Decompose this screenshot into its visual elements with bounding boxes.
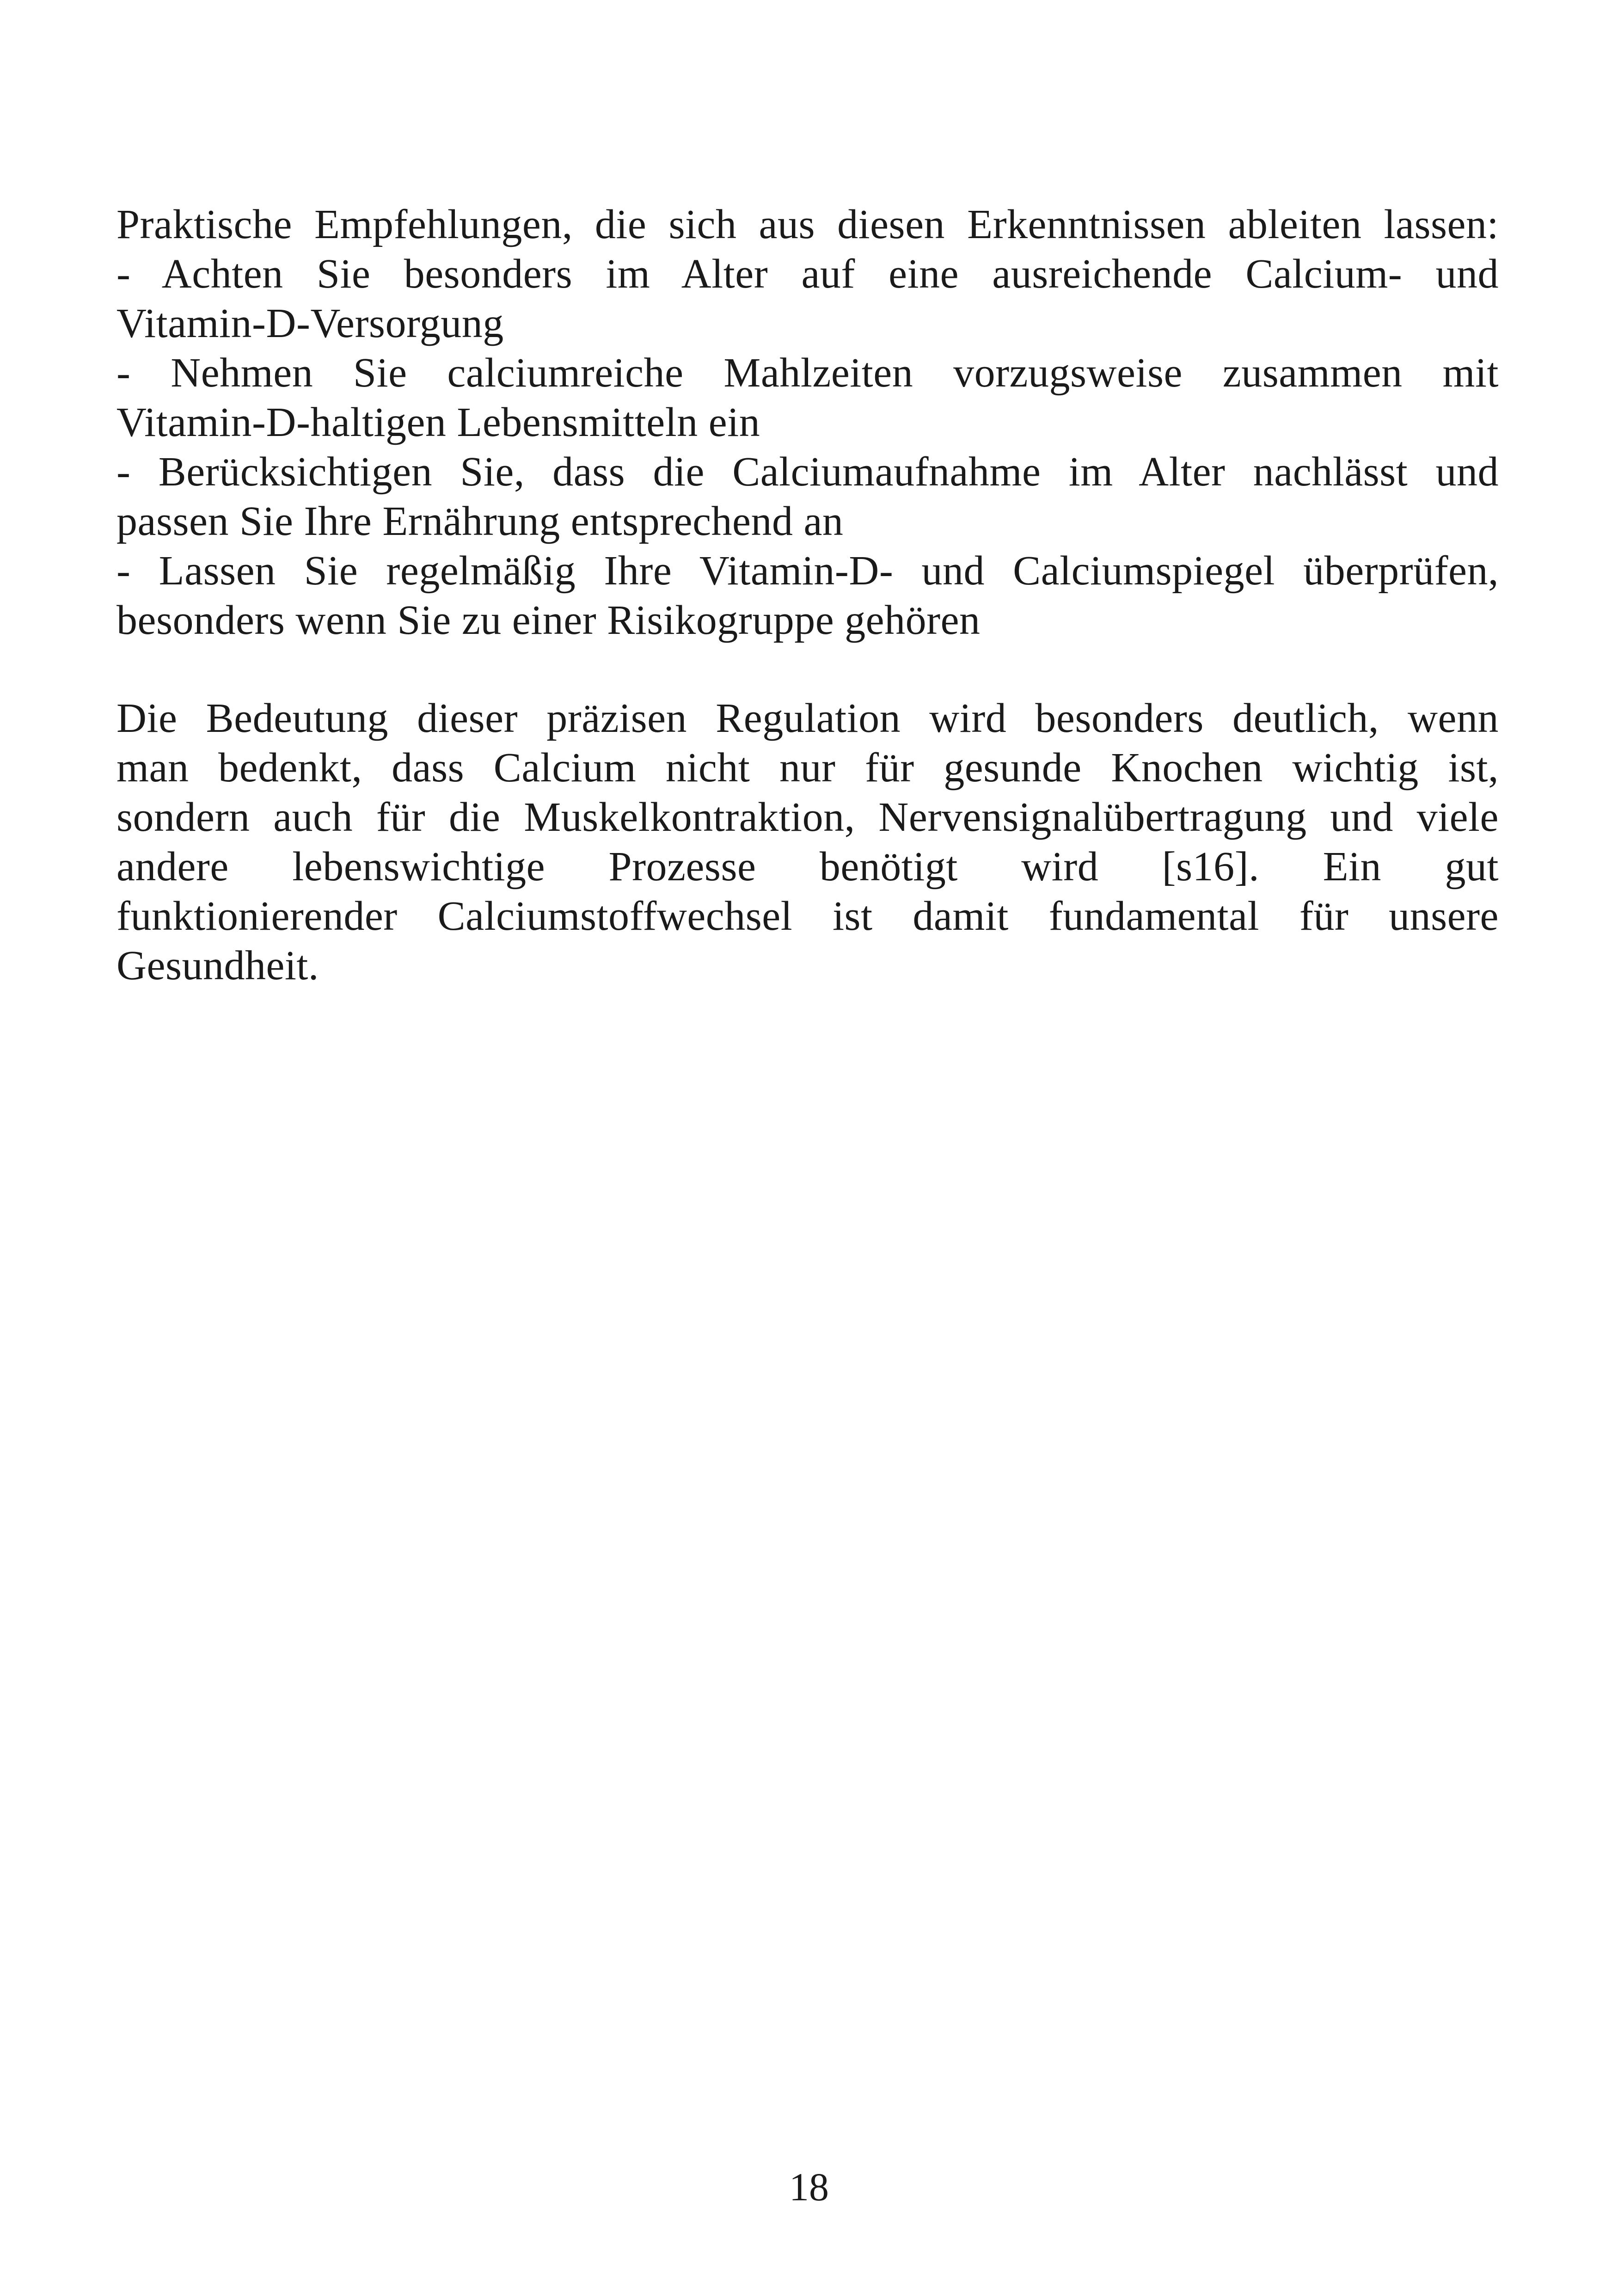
text-line: Vitamin-D-haltigen Lebensmitteln ein [116,399,760,445]
text-line: - Berücksichtigen Sie, dass die Calciumaufnahme im Alter nachlässt und [116,449,1499,495]
text-line: Praktische Empfehlungen, die sich aus diesen Erkenntnissen ableiten lassen: [116,202,1499,247]
text-line: besonders wenn Sie zu einer Risikogruppe gehören [116,597,981,643]
text-line: Vitamin-D-Versorgung [116,301,504,346]
text-line: Die Bedeutung dieser präzisen Regulation wird besonders deutlich, wenn [116,695,1499,741]
recommendations-paragraph [116,200,1499,645]
text-line: funktionierender Calciumstoffwechsel ist damit fundamental für unsere [116,893,1499,939]
text-line: man bedenkt, dass Calcium nicht nur für gesunde Knochen wichtig ist, [116,745,1499,791]
text-line: Gesundheit. [116,943,319,988]
text-line: - Achten Sie besonders im Alter auf eine ausreichende Calcium- und [116,251,1499,297]
text-line: - Nehmen Sie calciumreiche Mahlzeiten vorzugsweise zusammen mit [116,350,1499,396]
page-number: 18 [789,2165,829,2209]
text-line: passen Sie Ihre Ernährung entsprechend an [116,498,844,544]
significance-paragraph [116,694,1499,990]
text-line: - Lassen Sie regelmäßig Ihre Vitamin-D- und Calciumspiegel überprüfen, [116,548,1499,594]
text-line: sondern auch für die Muskelkontraktion, Nervensignalübertragung und viele [116,794,1499,840]
text-line: andere lebenswichtige Prozesse benötigt wird [s16]. Ein gut [116,844,1499,890]
